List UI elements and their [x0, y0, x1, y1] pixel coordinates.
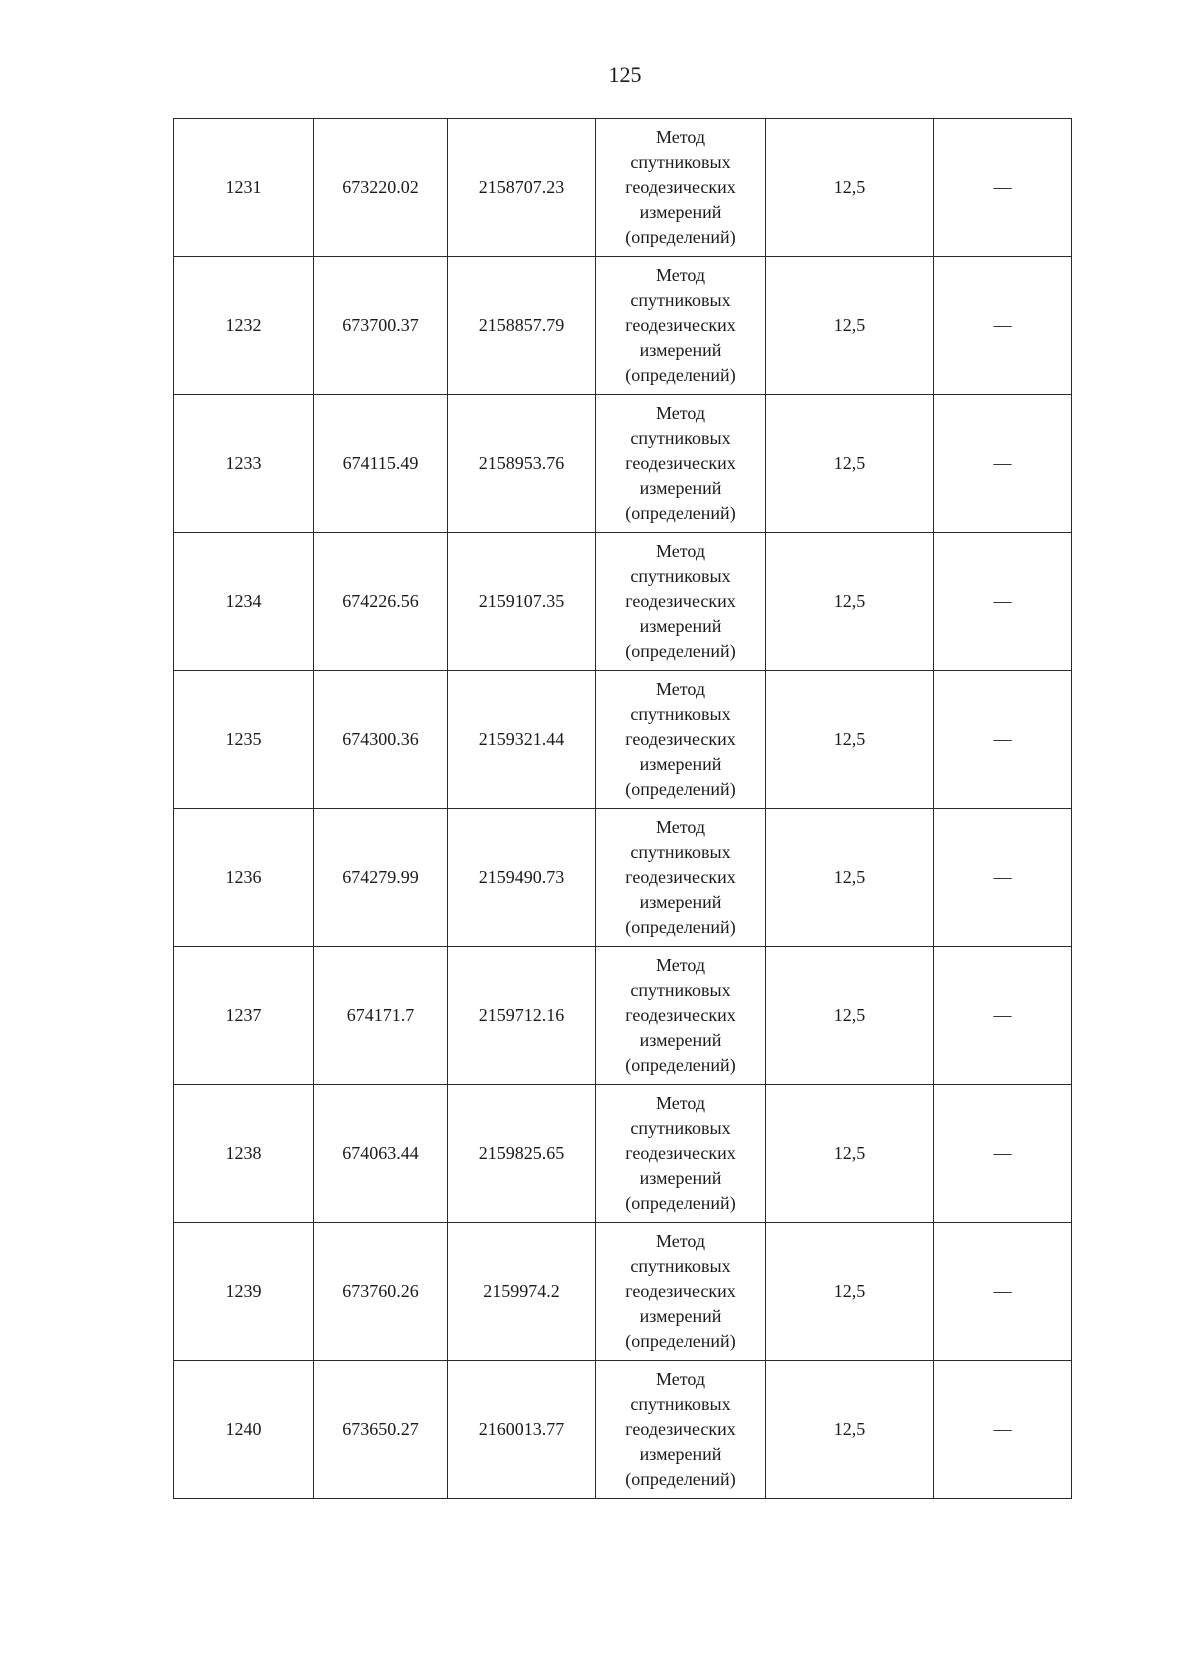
- x-coordinate-cell: 674063.44: [314, 1085, 448, 1223]
- note-cell: —: [934, 257, 1072, 395]
- method-line: измерений: [639, 478, 722, 498]
- method-cell: [596, 533, 766, 671]
- method-line: спутниковых: [630, 290, 731, 310]
- method-line: спутниковых: [630, 1256, 731, 1276]
- precision-cell: 12,5: [766, 947, 934, 1085]
- precision-cell: 12,5: [766, 533, 934, 671]
- method-line: Метод: [655, 1231, 706, 1251]
- table-row: [174, 1361, 1072, 1499]
- method-line: геодезических: [625, 1005, 736, 1025]
- method-line: (определений): [625, 227, 736, 247]
- method-line: (определений): [625, 1331, 736, 1351]
- x-coordinate-cell: 674226.56: [314, 533, 448, 671]
- method-line: измерений: [639, 340, 722, 360]
- y-coordinate-cell: 2159974.2: [448, 1223, 596, 1361]
- method-line: геодезических: [625, 315, 736, 335]
- table-row: [174, 119, 1072, 257]
- x-coordinate-cell: 674279.99: [314, 809, 448, 947]
- method-line: спутниковых: [630, 428, 731, 448]
- method-line: спутниковых: [630, 1118, 731, 1138]
- point-number-cell: 1239: [174, 1223, 314, 1361]
- point-number-cell: 1240: [174, 1361, 314, 1499]
- method-line: (определений): [625, 365, 736, 385]
- method-cell: [596, 671, 766, 809]
- method-cell: [596, 257, 766, 395]
- point-number-cell: 1236: [174, 809, 314, 947]
- method-line: (определений): [625, 779, 736, 799]
- method-line: спутниковых: [630, 1394, 731, 1414]
- method-line: геодезических: [625, 177, 736, 197]
- method-line: Метод: [655, 817, 706, 837]
- y-coordinate-cell: 2159321.44: [448, 671, 596, 809]
- method-line: измерений: [639, 1306, 722, 1326]
- precision-cell: 12,5: [766, 1361, 934, 1499]
- method-line: Метод: [655, 127, 706, 147]
- method-line: (определений): [625, 1469, 736, 1489]
- x-coordinate-cell: 673220.02: [314, 119, 448, 257]
- table-row: [174, 257, 1072, 395]
- table-row: [174, 1085, 1072, 1223]
- method-cell: [596, 1085, 766, 1223]
- method-line: геодезических: [625, 453, 736, 473]
- point-number-cell: 1232: [174, 257, 314, 395]
- method-line: спутниковых: [630, 842, 731, 862]
- method-line: измерений: [639, 202, 722, 222]
- note-cell: —: [934, 533, 1072, 671]
- method-line: измерений: [639, 1168, 722, 1188]
- y-coordinate-cell: 2160013.77: [448, 1361, 596, 1499]
- note-cell: —: [934, 809, 1072, 947]
- x-coordinate-cell: 674171.7: [314, 947, 448, 1085]
- method-line: (определений): [625, 1055, 736, 1075]
- y-coordinate-cell: 2159107.35: [448, 533, 596, 671]
- method-line: Метод: [655, 1369, 706, 1389]
- method-line: (определений): [625, 503, 736, 523]
- method-line: измерений: [639, 1030, 722, 1050]
- point-number-cell: 1231: [174, 119, 314, 257]
- table-row: [174, 671, 1072, 809]
- method-line: геодезических: [625, 729, 736, 749]
- y-coordinate-cell: 2158857.79: [448, 257, 596, 395]
- y-coordinate-cell: 2158953.76: [448, 395, 596, 533]
- y-coordinate-cell: 2159712.16: [448, 947, 596, 1085]
- note-cell: —: [934, 119, 1072, 257]
- note-cell: —: [934, 1223, 1072, 1361]
- method-line: (определений): [625, 917, 736, 937]
- method-cell: [596, 809, 766, 947]
- method-line: (определений): [625, 1193, 736, 1213]
- precision-cell: 12,5: [766, 395, 934, 533]
- method-line: Метод: [655, 541, 706, 561]
- x-coordinate-cell: 673650.27: [314, 1361, 448, 1499]
- table-row: [174, 1223, 1072, 1361]
- note-cell: —: [934, 947, 1072, 1085]
- precision-cell: 12,5: [766, 809, 934, 947]
- method-cell: [596, 1223, 766, 1361]
- method-line: геодезических: [625, 867, 736, 887]
- method-line: спутниковых: [630, 566, 731, 586]
- x-coordinate-cell: 674300.36: [314, 671, 448, 809]
- method-line: Метод: [655, 679, 706, 699]
- method-line: геодезических: [625, 1419, 736, 1439]
- method-cell: [596, 119, 766, 257]
- method-line: Метод: [655, 1093, 706, 1113]
- method-line: Метод: [655, 955, 706, 975]
- method-line: измерений: [639, 892, 722, 912]
- precision-cell: 12,5: [766, 1085, 934, 1223]
- precision-cell: 12,5: [766, 119, 934, 257]
- point-number-cell: 1234: [174, 533, 314, 671]
- y-coordinate-cell: 2159490.73: [448, 809, 596, 947]
- precision-cell: 12,5: [766, 257, 934, 395]
- method-cell: [596, 947, 766, 1085]
- method-line: измерений: [639, 1444, 722, 1464]
- method-line: спутниковых: [630, 152, 731, 172]
- y-coordinate-cell: 2159825.65: [448, 1085, 596, 1223]
- x-coordinate-cell: 674115.49: [314, 395, 448, 533]
- x-coordinate-cell: 673700.37: [314, 257, 448, 395]
- precision-cell: 12,5: [766, 1223, 934, 1361]
- method-line: спутниковых: [630, 980, 731, 1000]
- table-row: [174, 809, 1072, 947]
- table-body: [174, 119, 1072, 1499]
- method-line: (определений): [625, 641, 736, 661]
- precision-cell: 12,5: [766, 671, 934, 809]
- point-number-cell: 1235: [174, 671, 314, 809]
- page-number: 125: [608, 62, 642, 87]
- table-row: [174, 947, 1072, 1085]
- table-row: [174, 533, 1072, 671]
- method-line: Метод: [655, 403, 706, 423]
- method-cell: [596, 1361, 766, 1499]
- x-coordinate-cell: 673760.26: [314, 1223, 448, 1361]
- y-coordinate-cell: 2158707.23: [448, 119, 596, 257]
- note-cell: —: [934, 395, 1072, 533]
- method-line: геодезических: [625, 1143, 736, 1163]
- method-line: геодезических: [625, 591, 736, 611]
- coordinates-table: [173, 118, 1072, 1499]
- method-line: измерений: [639, 616, 722, 636]
- method-line: спутниковых: [630, 704, 731, 724]
- table-row: [174, 395, 1072, 533]
- note-cell: —: [934, 671, 1072, 809]
- point-number-cell: 1238: [174, 1085, 314, 1223]
- method-line: Метод: [655, 265, 706, 285]
- method-line: геодезических: [625, 1281, 736, 1301]
- point-number-cell: 1233: [174, 395, 314, 533]
- note-cell: —: [934, 1361, 1072, 1499]
- note-cell: —: [934, 1085, 1072, 1223]
- method-line: измерений: [639, 754, 722, 774]
- method-cell: [596, 395, 766, 533]
- point-number-cell: 1237: [174, 947, 314, 1085]
